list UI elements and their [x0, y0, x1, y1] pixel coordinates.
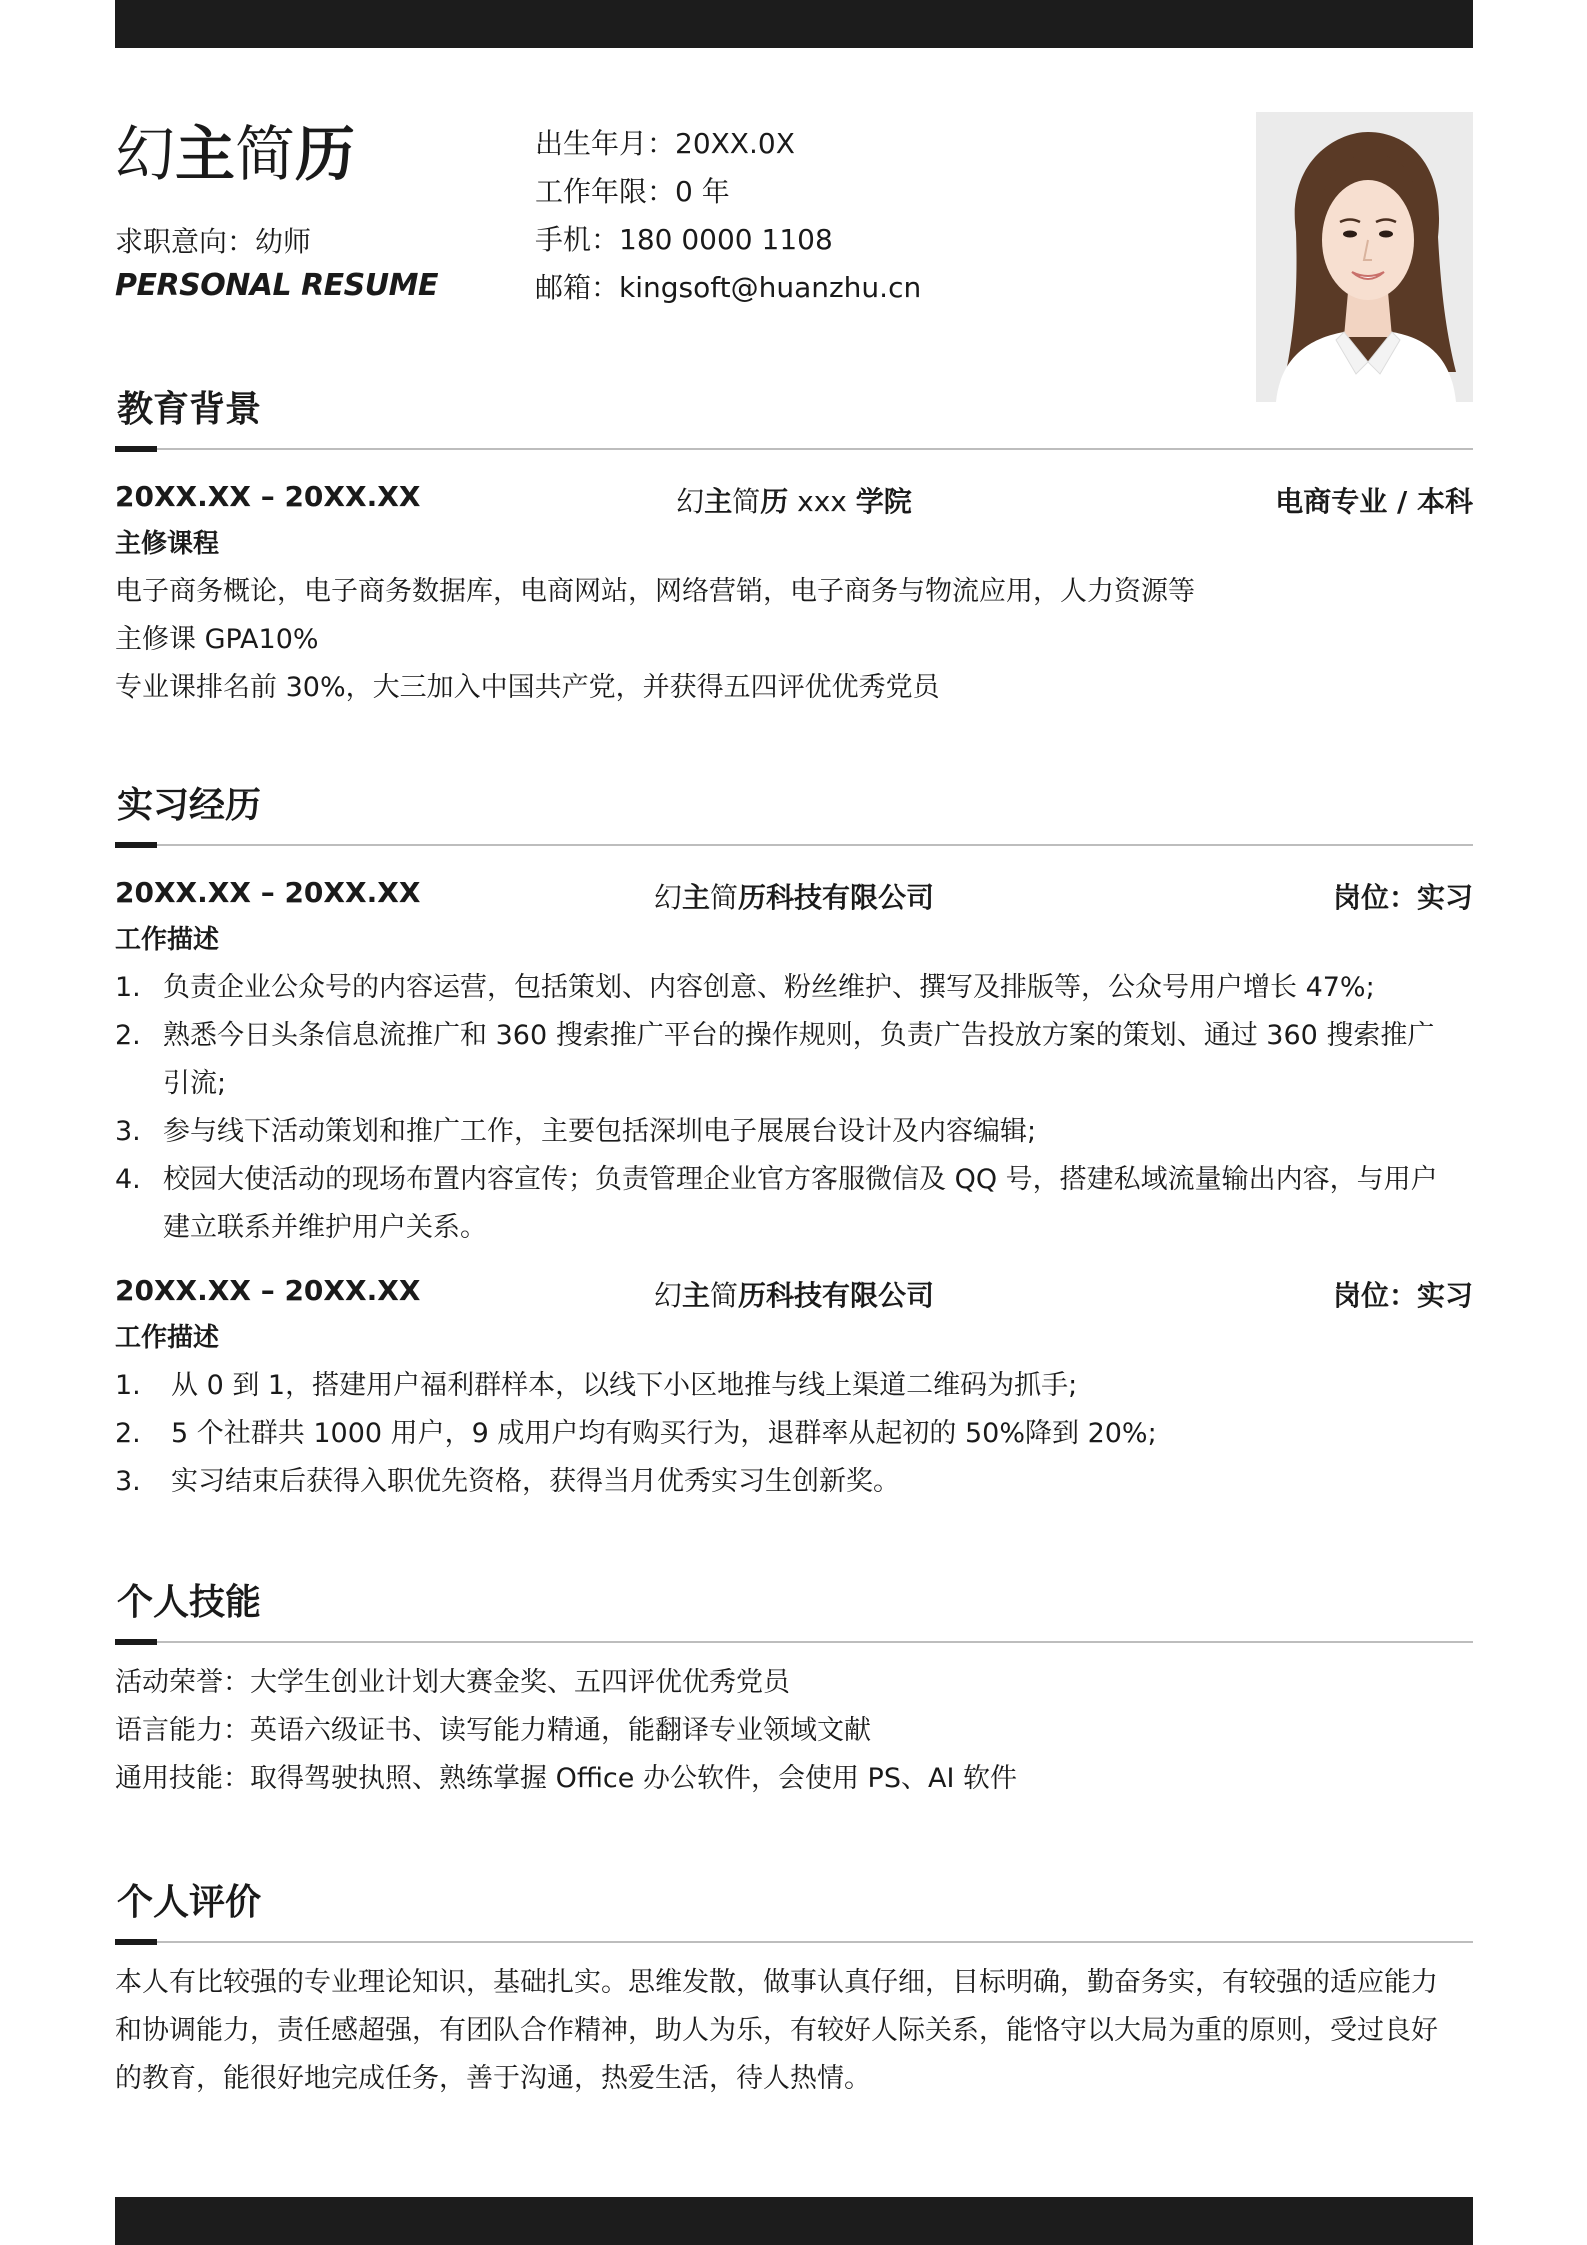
- item-number: 1.: [115, 1370, 141, 1401]
- profile-photo: [1256, 112, 1473, 402]
- section-title: 实习经历: [117, 785, 262, 826]
- education-date: 20XX.XX – 20XX.XX: [115, 480, 421, 513]
- section-divider: [115, 1939, 1473, 1947]
- item-number: 1.: [115, 972, 141, 1003]
- internship-date: 20XX.XX – 20XX.XX: [115, 876, 421, 909]
- school-name: [115, 480, 1473, 520]
- internship-role: 岗位：实习: [1332, 1279, 1473, 1312]
- bottom-bar: [115, 2197, 1473, 2245]
- resume-title: [115, 120, 355, 190]
- work-desc-item: [115, 1108, 1473, 1156]
- divider-accent: [115, 1639, 157, 1645]
- school-part: 主: [704, 485, 733, 518]
- item-text: 建立联系并维护用户关系。: [163, 1212, 487, 1243]
- item-number: 2.: [115, 1418, 141, 1449]
- item-number: 3.: [115, 1466, 141, 1497]
- education-section: [115, 389, 1473, 712]
- education-line: 专业课排名前 30%，大三加入中国共产党，并获得五四评优优秀党员: [115, 672, 940, 703]
- item-text: 校园大使活动的现场布置内容宣传；负责管理企业官方客服微信及 QQ 号，搭建私域流量输出内容，与用户: [163, 1164, 1438, 1195]
- work-desc-label: 工作描述: [115, 1323, 220, 1353]
- job-intent: 求职意向：幼师: [115, 225, 312, 258]
- section-divider: [115, 446, 1473, 454]
- section-divider: [115, 1639, 1473, 1647]
- divider-accent: [115, 1939, 157, 1945]
- company-name: [115, 1274, 1473, 1314]
- major-degree: 电商专业 / 本科: [1275, 485, 1473, 518]
- company-part: 简: [710, 881, 739, 914]
- company-part: 主: [681, 1279, 710, 1312]
- divider-accent: [115, 446, 157, 452]
- section-divider: [115, 842, 1473, 850]
- email: 邮箱：kingsoft@huanzhu.cn: [535, 271, 922, 304]
- personal-info: [535, 120, 921, 312]
- section-title: 个人技能: [117, 1582, 262, 1623]
- company-part: 幻: [653, 1279, 682, 1312]
- company-part: 幻: [653, 881, 682, 914]
- item-text: 熟悉今日头条信息流推广和 360 搜索推广平台的操作规则，负责广告投放方案的策划、通过 360 搜索推广: [163, 1020, 1435, 1051]
- divider-accent: [115, 842, 157, 848]
- school-part: 学院: [855, 485, 912, 518]
- company-part: 历科技有限公司: [738, 881, 935, 914]
- skill-line: 语言能力：英语六级证书、读写能力精通，能翻译专业领域文献: [115, 1715, 871, 1746]
- divider-line: [115, 1941, 1473, 1943]
- work-desc-item: [115, 1012, 1473, 1108]
- internship-entry-header: [115, 1266, 1473, 1314]
- resume-header: [115, 110, 1473, 410]
- item-text: 参与线下活动策划和推广工作，主要包括深圳电子展展台设计及内容编辑;: [163, 1116, 1037, 1147]
- evaluation-line: 和协调能力，责任感超强，有团队合作精神，助人为乐，有较好人际关系，能恪守以大局为重的原则，受过良好: [115, 2015, 1438, 2046]
- school-part: 历: [760, 485, 789, 518]
- courses-label: 主修课程: [115, 529, 220, 559]
- evaluation-line: 本人有比较强的专业理论知识，基础扎实。思维发散，做事认真仔细，目标明确，勤奋务实，有较强的适应能力: [115, 1967, 1438, 1998]
- divider-line: [115, 844, 1473, 846]
- divider-line: [115, 448, 1473, 450]
- company-part: 历科技有限公司: [738, 1279, 935, 1312]
- work-desc-item: [115, 964, 1473, 1012]
- title-part: 主: [175, 120, 235, 190]
- personal-resume-label: PERSONAL RESUME: [115, 268, 438, 303]
- title-part: 简: [235, 120, 295, 190]
- work-desc-item: [115, 1156, 1473, 1252]
- company-part: 主: [681, 881, 710, 914]
- school-part: 幻: [676, 485, 705, 518]
- item-number: 2.: [115, 1020, 141, 1051]
- title-part: 幻: [115, 120, 175, 190]
- item-number: 4.: [115, 1164, 141, 1195]
- evaluation-section: [115, 1882, 1473, 2103]
- phone: 手机：180 0000 1108: [535, 223, 833, 256]
- birth-date: 出生年月：20XX.0X: [535, 127, 795, 160]
- divider-line: [115, 1641, 1473, 1643]
- school-part: xxx: [788, 485, 856, 518]
- internship-role: 岗位：实习: [1332, 881, 1473, 914]
- skill-line: 通用技能：取得驾驶执照、熟练掌握 Office 办公软件，会使用 PS、AI 软件: [115, 1763, 1017, 1794]
- section-title: 教育背景: [117, 389, 262, 430]
- education-line: 主修课 GPA10%: [115, 624, 319, 655]
- work-desc-item: [115, 1458, 1473, 1506]
- skill-line: 活动荣誉：大学生创业计划大赛金奖、五四评优优秀党员: [115, 1667, 790, 1698]
- work-years: 工作年限：0 年: [535, 175, 730, 208]
- company-part: 简: [710, 1279, 739, 1312]
- internship-date: 20XX.XX – 20XX.XX: [115, 1274, 421, 1307]
- item-text: 5 个社群共 1000 用户，9 成用户均有购买行为，退群率从起初的 50%降到 20%;: [171, 1418, 1157, 1449]
- company-name: [115, 876, 1473, 916]
- internship-entry-header: [115, 868, 1473, 916]
- item-text: 引流;: [163, 1068, 227, 1099]
- section-title: 个人评价: [117, 1882, 262, 1923]
- item-text: 实习结束后获得入职优先资格，获得当月优秀实习生创新奖。: [171, 1466, 900, 1497]
- evaluation-line: 的教育，能很好地完成任务，善于沟通，热爱生活，待人热情。: [115, 2063, 871, 2094]
- title-part: 历: [295, 120, 355, 190]
- item-text: 负责企业公众号的内容运营，包括策划、内容创意、粉丝维护、撰写及排版等，公众号用户增长 47%;: [163, 972, 1375, 1003]
- item-number: 3.: [115, 1116, 141, 1147]
- skills-section: [115, 1582, 1473, 1803]
- item-text: 从 0 到 1，搭建用户福利群样本，以线下小区地推与线上渠道二维码为抓手;: [171, 1370, 1078, 1401]
- top-bar: [115, 0, 1473, 48]
- education-line: 电子商务概论，电子商务数据库，电商网站，网络营销，电子商务与物流应用，人力资源等: [115, 576, 1195, 607]
- work-desc-item: [115, 1410, 1473, 1458]
- work-desc-item: [115, 1362, 1473, 1410]
- internship-section: [115, 785, 1473, 1506]
- school-part: 简: [732, 485, 761, 518]
- work-desc-label: 工作描述: [115, 925, 220, 955]
- education-entry-header: [115, 472, 1473, 520]
